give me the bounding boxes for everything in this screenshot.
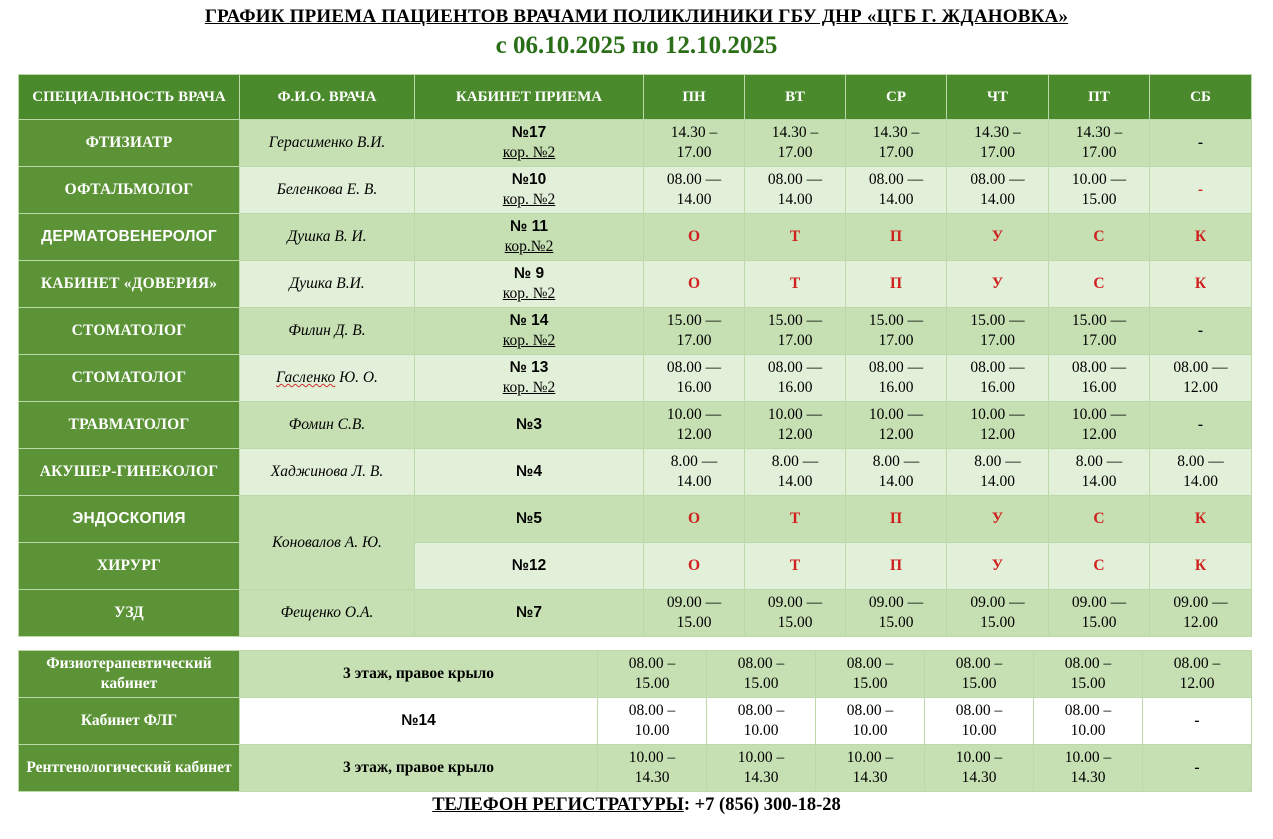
doctor-cell: Душка В.И. bbox=[240, 261, 415, 308]
schedule-cell: 15.00 — 17.00 bbox=[1049, 308, 1150, 355]
schedule-cell: 08.00 — 16.00 bbox=[745, 355, 846, 402]
schedule-cell: О bbox=[644, 261, 745, 308]
cabinet-number: №7 bbox=[516, 604, 542, 621]
registry-phone-number: : +7 (856) 300-18-28 bbox=[683, 795, 841, 815]
schedule-cell: 08.00 — 16.00 bbox=[846, 355, 947, 402]
schedule-cell: - bbox=[1150, 308, 1252, 355]
cabinet-building: кор. №2 bbox=[502, 285, 556, 302]
table-row bbox=[19, 308, 1252, 355]
cabinet-location: №14 bbox=[240, 698, 598, 745]
schedule-cell: 8.00 — 14.00 bbox=[947, 449, 1049, 496]
schedule-cell: О bbox=[644, 496, 745, 543]
cabinet-number: № 9 bbox=[513, 265, 545, 282]
schedule-cell: К bbox=[1150, 214, 1252, 261]
table-row bbox=[19, 698, 1252, 745]
schedule-cell: 08.00 — 14.00 bbox=[846, 167, 947, 214]
schedule-cell: 10.00 — 12.00 bbox=[1049, 402, 1150, 449]
schedule-cell: - bbox=[1143, 698, 1252, 745]
schedule-cell: 15.00 — 17.00 bbox=[745, 308, 846, 355]
doctor-cell: Фещенко О.А. bbox=[240, 590, 415, 637]
cabinet-number: №4 bbox=[516, 463, 542, 480]
header-specialty: СПЕЦИАЛЬНОСТЬ ВРАЧА bbox=[19, 75, 240, 120]
schedule-cell: 10.00 — 12.00 bbox=[947, 402, 1049, 449]
schedule-cell: 8.00 — 14.00 bbox=[1150, 449, 1252, 496]
table-row bbox=[19, 449, 1252, 496]
doctor-cell bbox=[240, 355, 415, 402]
schedule-cell: 08.00 – 10.00 bbox=[707, 698, 816, 745]
cabinet-cell bbox=[415, 543, 644, 590]
cabinet-label: Кабинет ФЛГ bbox=[19, 698, 240, 745]
cabinet-number: № 14 bbox=[509, 312, 549, 329]
specialty-cell: УЗД bbox=[19, 590, 240, 637]
cabinet-cell bbox=[415, 261, 644, 308]
schedule-cell: 10.00 – 14.30 bbox=[816, 745, 925, 792]
schedule-cell: С bbox=[1049, 214, 1150, 261]
schedule-cell: 15.00 — 17.00 bbox=[846, 308, 947, 355]
schedule-cell: К bbox=[1150, 261, 1252, 308]
cabinet-cell bbox=[415, 355, 644, 402]
doctor-cell: Фомин С.В. bbox=[240, 402, 415, 449]
doctor-cell: Герасименко В.И. bbox=[240, 120, 415, 167]
header-sat: СБ bbox=[1150, 75, 1252, 120]
cabinet-building: кор. №2 bbox=[502, 191, 556, 208]
schedule-cell: О bbox=[644, 543, 745, 590]
cabinet-building: кор. №2 bbox=[502, 332, 556, 349]
schedule-cell: 10.00 — 12.00 bbox=[846, 402, 947, 449]
schedule-cell: 10.00 – 14.30 bbox=[925, 745, 1034, 792]
schedule-cell: - bbox=[1150, 402, 1252, 449]
schedule-cell: 10.00 – 14.30 bbox=[707, 745, 816, 792]
schedule-cell: К bbox=[1150, 543, 1252, 590]
schedule-cell: 14.30 – 17.00 bbox=[745, 120, 846, 167]
header-cabinet: КАБИНЕТ ПРИЕМА bbox=[415, 75, 644, 120]
cabinet-number: №3 bbox=[516, 416, 542, 433]
cabinet-label: Физиотерапевтический кабинет bbox=[19, 651, 240, 698]
specialty-cell: ДЕРМАТОВЕНЕРОЛОГ bbox=[19, 214, 240, 261]
cabinet-cell bbox=[415, 496, 644, 543]
schedule-cell: С bbox=[1049, 543, 1150, 590]
schedule-cell: П bbox=[846, 214, 947, 261]
doctor-schedule-table bbox=[18, 74, 1252, 637]
schedule-cell: 08.00 – 10.00 bbox=[598, 698, 707, 745]
schedule-cell: 09.00 — 12.00 bbox=[1150, 590, 1252, 637]
schedule-cell: 10.00 – 14.30 bbox=[598, 745, 707, 792]
schedule-cell: 08.00 — 14.00 bbox=[644, 167, 745, 214]
specialty-cell: ФТИЗИАТР bbox=[19, 120, 240, 167]
specialty-cell: ХИРУРГ bbox=[19, 543, 240, 590]
doctor-surname: Гасленко bbox=[276, 369, 336, 386]
table-row bbox=[19, 745, 1252, 792]
schedule-cell: 08.00 – 15.00 bbox=[707, 651, 816, 698]
schedule-cell: У bbox=[947, 214, 1049, 261]
schedule-cell: 08.00 — 14.00 bbox=[745, 167, 846, 214]
cabinet-number: № 13 bbox=[509, 359, 549, 376]
schedule-cell: - bbox=[1150, 120, 1252, 167]
schedule-cell: 8.00 — 14.00 bbox=[1049, 449, 1150, 496]
schedule-cell: 08.00 — 16.00 bbox=[947, 355, 1049, 402]
specialty-cell: ЭНДОСКОПИЯ bbox=[19, 496, 240, 543]
schedule-cell: К bbox=[1150, 496, 1252, 543]
doctor-cell: Хаджинова Л. В. bbox=[240, 449, 415, 496]
schedule-cell: 09.00 — 15.00 bbox=[745, 590, 846, 637]
schedule-cell: 10.00 — 12.00 bbox=[745, 402, 846, 449]
schedule-cell: 08.00 – 15.00 bbox=[925, 651, 1034, 698]
table-header-row bbox=[19, 75, 1252, 120]
cabinet-number: № 11 bbox=[510, 218, 548, 235]
specialty-cell: КАБИНЕТ «ДОВЕРИЯ» bbox=[19, 261, 240, 308]
schedule-cell: П bbox=[846, 496, 947, 543]
cabinet-number: №5 bbox=[516, 510, 542, 527]
table-row bbox=[19, 167, 1252, 214]
schedule-cell: 14.30 – 17.00 bbox=[1049, 120, 1150, 167]
schedule-cell: У bbox=[947, 496, 1049, 543]
schedule-cell: - bbox=[1150, 167, 1252, 214]
doctor-initials: Ю. О. bbox=[335, 369, 378, 386]
schedule-cell: П bbox=[846, 543, 947, 590]
schedule-cell: 09.00 — 15.00 bbox=[644, 590, 745, 637]
cabinet-number: №10 bbox=[511, 171, 547, 188]
schedule-cell: 8.00 — 14.00 bbox=[846, 449, 947, 496]
schedule-cell: 09.00 — 15.00 bbox=[1049, 590, 1150, 637]
header-mon: ПН bbox=[644, 75, 745, 120]
schedule-cell: Т bbox=[745, 261, 846, 308]
cabinet-location: 3 этаж, правое крыло bbox=[240, 651, 598, 698]
cabinet-number: №17 bbox=[511, 124, 547, 141]
cabinet-cell bbox=[415, 120, 644, 167]
schedule-cell: 10.00 – 14.30 bbox=[1034, 745, 1143, 792]
table-row bbox=[19, 543, 1252, 590]
schedule-cell: 15.00 — 17.00 bbox=[947, 308, 1049, 355]
schedule-cell: Т bbox=[745, 496, 846, 543]
cabinet-cell bbox=[415, 402, 644, 449]
schedule-cell: 08.00 – 15.00 bbox=[1034, 651, 1143, 698]
header-thu: ЧТ bbox=[947, 75, 1049, 120]
schedule-period: с 06.10.2025 по 12.10.2025 bbox=[495, 32, 778, 59]
schedule-cell: 09.00 — 15.00 bbox=[947, 590, 1049, 637]
schedule-cell: У bbox=[947, 261, 1049, 308]
schedule-cell: 08.00 – 15.00 bbox=[598, 651, 707, 698]
schedule-cell: 15.00 — 17.00 bbox=[644, 308, 745, 355]
cabinet-building: кор. №2 bbox=[502, 379, 556, 396]
schedule-cell: 08.00 — 14.00 bbox=[947, 167, 1049, 214]
schedule-cell: 08.00 – 12.00 bbox=[1143, 651, 1252, 698]
specialty-cell: СТОМАТОЛОГ bbox=[19, 355, 240, 402]
table-row bbox=[19, 651, 1252, 698]
cabinet-cell bbox=[415, 167, 644, 214]
schedule-cell: - bbox=[1143, 745, 1252, 792]
schedule-cell: У bbox=[947, 543, 1049, 590]
schedule-cell: 08.00 – 10.00 bbox=[1034, 698, 1143, 745]
cabinet-label: Рентгенологический кабинет bbox=[19, 745, 240, 792]
schedule-cell: 14.30 – 17.00 bbox=[947, 120, 1049, 167]
table-row bbox=[19, 120, 1252, 167]
specialty-cell: СТОМАТОЛОГ bbox=[19, 308, 240, 355]
cabinet-cell bbox=[415, 308, 644, 355]
schedule-cell: 08.00 – 10.00 bbox=[816, 698, 925, 745]
schedule-cell: 08.00 — 16.00 bbox=[644, 355, 745, 402]
table-row bbox=[19, 261, 1252, 308]
schedule-title: ГРАФИК ПРИЕМА ПАЦИЕНТОВ ВРАЧАМИ ПОЛИКЛИНИКИ ГБУ ДНР «ЦГБ Г. ЖДАНОВКА» bbox=[204, 6, 1069, 27]
cabinet-number: №12 bbox=[511, 557, 547, 574]
registry-phone-label: ТЕЛЕФОН РЕГИСТРАТУРЫ bbox=[432, 795, 684, 815]
table-row bbox=[19, 355, 1252, 402]
doctor-cell: Филин Д. В. bbox=[240, 308, 415, 355]
specialty-cell: АКУШЕР-ГИНЕКОЛОГ bbox=[19, 449, 240, 496]
cabinets-schedule-table bbox=[18, 650, 1252, 792]
header-doctor: Ф.И.О. ВРАЧА bbox=[240, 75, 415, 120]
header-fri: ПТ bbox=[1049, 75, 1150, 120]
doctor-cell: Коновалов А. Ю. bbox=[240, 496, 415, 590]
schedule-cell: Т bbox=[745, 214, 846, 261]
schedule-cell: С bbox=[1049, 261, 1150, 308]
schedule-cell: Т bbox=[745, 543, 846, 590]
cabinet-building: кор. №2 bbox=[502, 144, 556, 161]
registry-phone bbox=[0, 795, 1273, 816]
schedule-cell: 14.30 – 17.00 bbox=[846, 120, 947, 167]
cabinet-cell bbox=[415, 590, 644, 637]
table-row bbox=[19, 590, 1252, 637]
header-wed: СР bbox=[846, 75, 947, 120]
table-row bbox=[19, 214, 1252, 261]
doctor-cell: Душка В. И. bbox=[240, 214, 415, 261]
cabinet-cell bbox=[415, 214, 644, 261]
schedule-cell: 08.00 — 16.00 bbox=[1049, 355, 1150, 402]
specialty-cell: ТРАВМАТОЛОГ bbox=[19, 402, 240, 449]
doctor-cell: Беленкова Е. В. bbox=[240, 167, 415, 214]
table-row bbox=[19, 496, 1252, 543]
cabinet-cell bbox=[415, 449, 644, 496]
table-row bbox=[19, 402, 1252, 449]
cabinet-building: кор.№2 bbox=[504, 238, 554, 255]
schedule-cell: 09.00 — 15.00 bbox=[846, 590, 947, 637]
schedule-cell: О bbox=[644, 214, 745, 261]
schedule-cell: 14.30 – 17.00 bbox=[644, 120, 745, 167]
schedule-cell: 08.00 – 15.00 bbox=[816, 651, 925, 698]
schedule-cell: 8.00 — 14.00 bbox=[644, 449, 745, 496]
schedule-cell: 08.00 – 10.00 bbox=[925, 698, 1034, 745]
schedule-cell: 08.00 — 12.00 bbox=[1150, 355, 1252, 402]
schedule-cell: С bbox=[1049, 496, 1150, 543]
schedule-cell: 10.00 — 15.00 bbox=[1049, 167, 1150, 214]
specialty-cell: ОФТАЛЬМОЛОГ bbox=[19, 167, 240, 214]
schedule-cell: П bbox=[846, 261, 947, 308]
header-tue: ВТ bbox=[745, 75, 846, 120]
schedule-cell: 10.00 — 12.00 bbox=[644, 402, 745, 449]
schedule-cell: 8.00 — 14.00 bbox=[745, 449, 846, 496]
cabinet-location: 3 этаж, правое крыло bbox=[240, 745, 598, 792]
